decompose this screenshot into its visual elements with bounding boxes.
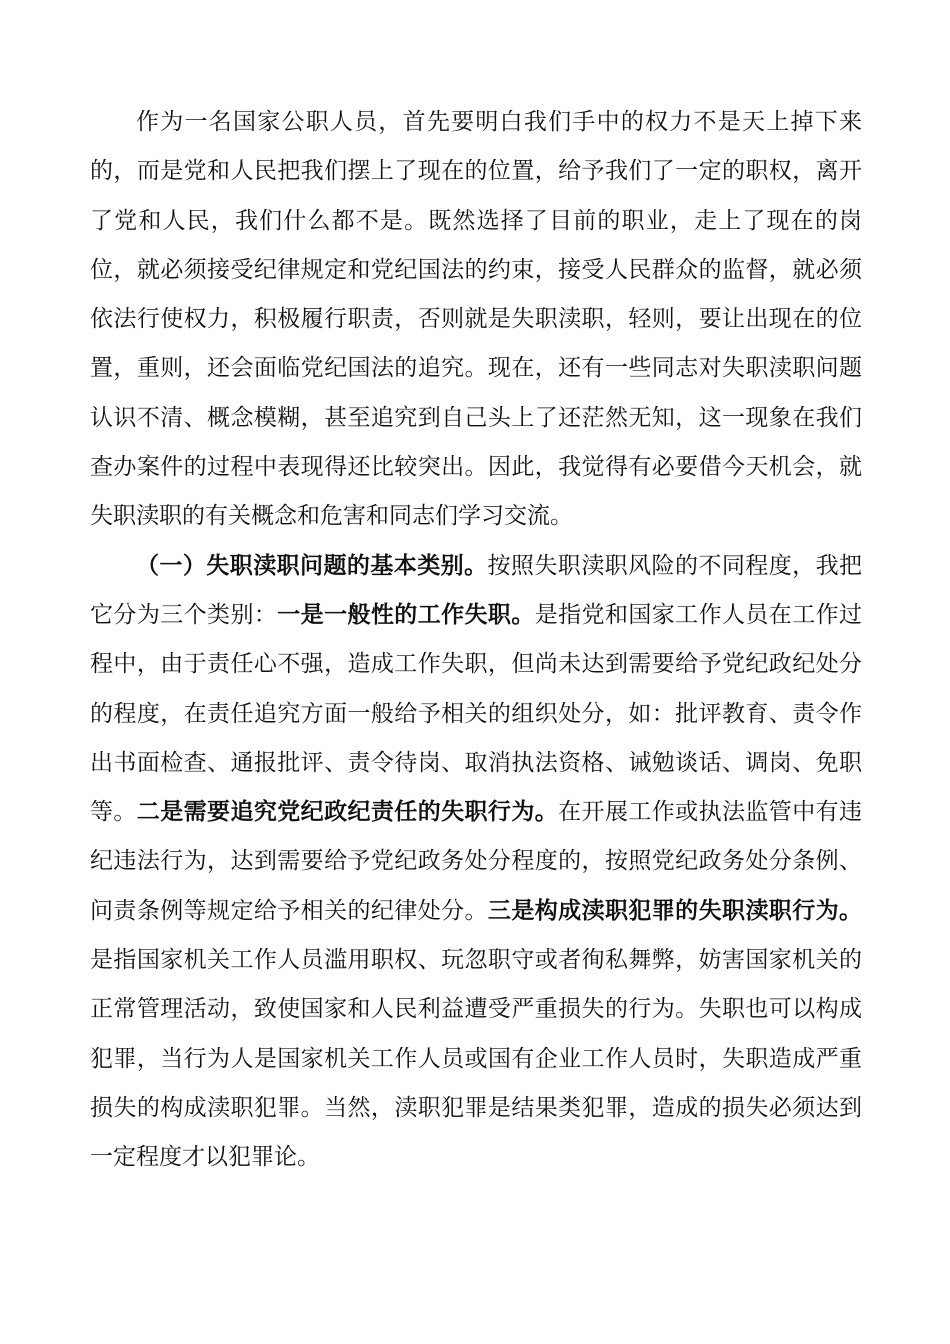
paragraph-categories xyxy=(90,542,862,1183)
paragraph-intro-text: 作为一名国家公职人员，首先要明白我们手中的权力不是天上掉下来的，而是党和人民把我们摆上了现在的位置，给予我们了一定的职权，离开了党和人民，我们什么都不是。既然选择了目前的职业，走上了现在的岗位，就必须接受纪律规定和党纪国法的约束，接受人民群众的监督，就必须依法行使权力，积极履行职责，否则就是失职渎职，轻则，要让出现在的位置，重则，还会面临党纪国法的追究。现在，还有一些同志对失职渎职问题认识不清、概念模糊，甚至追究到自己头上了还茫然无知，这一现象在我们查办案件的过程中表现得还比较突出。因此，我觉得有必要借今天机会，就失职渎职的有关概念和危害和同志们学习交流。 xyxy=(90,109,862,530)
type2-title: 二是需要追究党纪政纪责任的失职行为。 xyxy=(136,799,559,826)
paragraph-intro xyxy=(90,98,862,542)
type1-text: 是指党和国家工作人员在工作过程中，由于责任心不强，造成工作失职，但尚未达到需要给予党纪政纪处分的程度，在责任追究方面一般给予相关的组织处分，如：批评教育、责令作出书面检查、通报批评、责令待岗、取消执法资格、诫勉谈话、调岗、免职等。 xyxy=(90,601,862,826)
document-body xyxy=(90,98,862,1183)
section-heading: （一）失职渎职问题的基本类别。 xyxy=(136,552,488,579)
type1-title: 一是一般性的工作失职。 xyxy=(277,601,535,628)
type3-text: 是指国家机关工作人员滥用职权、玩忽职守或者徇私舞弊，妨害国家机关的正常管理活动，致使国家和人民利益遭受严重损失的行为。失职也可以构成犯罪，当行为人是国家机关工作人员或国有企业工作人员时，失职造成严重损失的构成渎职犯罪。当然，渎职犯罪是结果类犯罪，造成的损失必须达到一定程度才以犯罪论。 xyxy=(90,947,862,1171)
categories-intro: 按照失职渎职风险的不同程度，我把它分为三个类别： xyxy=(90,552,863,628)
type2-text: 在开展工作或执法监管中有违纪违法行为，达到需要给予党纪政务处分程度的，按照党纪政务处分条例、问责条例等规定给予相关的纪律处分。 xyxy=(90,799,862,924)
type3-title: 三是构成渎职犯罪的失职渎职行为。 xyxy=(487,897,862,924)
